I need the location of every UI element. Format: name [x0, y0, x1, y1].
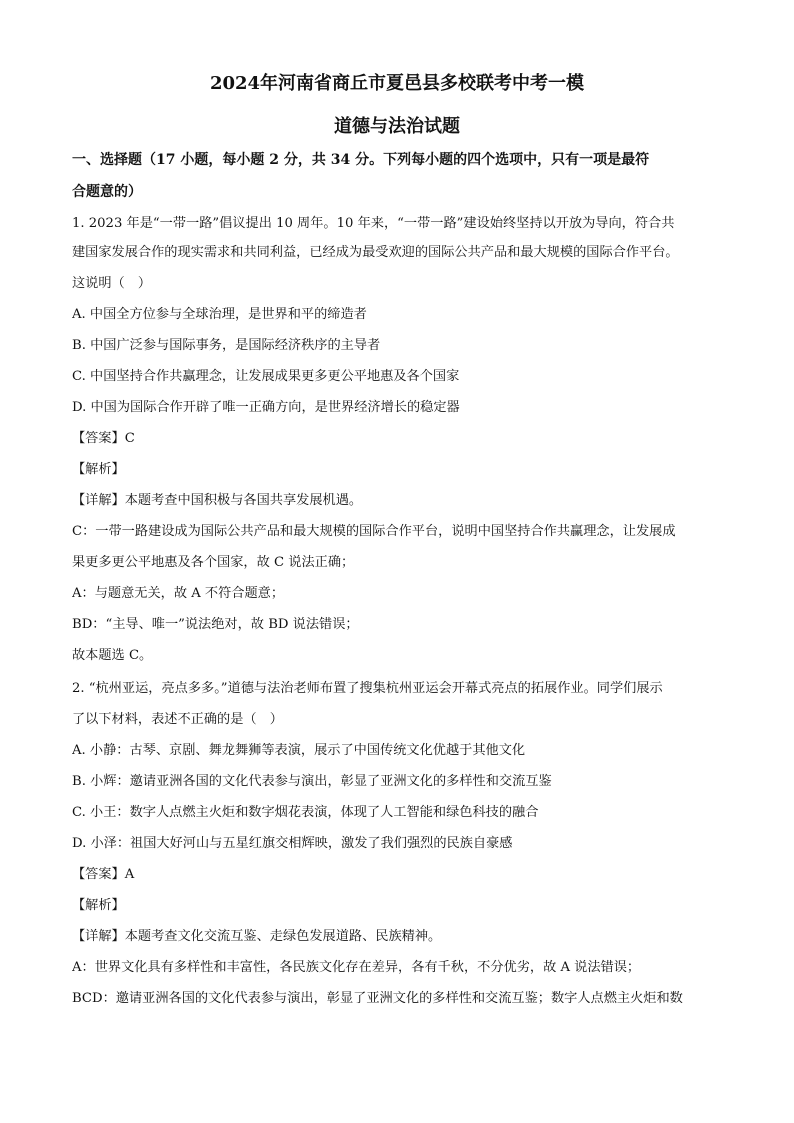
question-1-conclusion: 故本题选 C。 — [72, 648, 153, 663]
question-1-detail-line-3: 果更多更公平地惠及各个国家，故 C 说法正确； — [72, 555, 355, 570]
document-subtitle: 道德与法治试题 — [334, 116, 460, 137]
question-1-stem-line-3: 这说明（ ） — [72, 276, 152, 291]
question-2-option-b: B. 小辉：邀请亚洲各国的文化代表参与演出，彰显了亚洲文化的多样性和交流互鉴 — [72, 774, 552, 789]
question-1-option-b: B. 中国广泛参与国际事务，是国际经济秩序的主导者 — [72, 338, 381, 353]
question-2-detail-line-2: A：世界文化具有多样性和丰富性，各民族文化存在差异，各有千秋，不分优劣，故 A 说法错误； — [72, 960, 641, 975]
question-2-option-c: C. 小王：数字人点燃主火炬和数字烟花表演，体现了人工智能和绿色科技的融合 — [72, 805, 539, 820]
section-heading-line-2: 合题意的） — [72, 184, 142, 200]
question-1-option-a: A. 中国全方位参与全球治理，是世界和平的缔造者 — [72, 307, 367, 322]
document-title: 2024年河南省商丘市夏邑县多校联考中考一模 — [209, 73, 585, 94]
question-1-option-c: C. 中国坚持合作共赢理念，让发展成果更多更公平地惠及各个国家 — [72, 369, 460, 384]
question-2-stem-line-2: 了以下材料，表述不正确的是（ ） — [72, 712, 283, 727]
question-1-stem-line-1: 1. 2023 年是“一带一路”倡议提出 10 周年。10 年来，“一带一路”建设始终坚持以开放为导向，符合共 — [72, 216, 675, 231]
question-1-answer: 【答案】C — [72, 431, 135, 446]
question-2-stem-line-1: 2. “杭州亚运，亮点多多。”道德与法治老师布置了搜集杭州亚运会开幕式亮点的拓展作业。同学们展示 — [72, 681, 663, 696]
question-2-option-a: A. 小静：古琴、京剧、舞龙舞狮等表演，展示了中国传统文化优越于其他文化 — [72, 743, 526, 758]
question-2-analysis-label: 【解析】 — [72, 898, 125, 913]
question-2-answer: 【答案】A — [72, 867, 135, 882]
question-1-option-d: D. 中国为国际合作开辟了唯一正确方向，是世界经济增长的稳定器 — [72, 400, 460, 415]
question-2-detail-line-3: BCD：邀请亚洲各国的文化代表参与演出，彰显了亚洲文化的多样性和交流互鉴；数字人点燃主火炬和数 — [72, 991, 683, 1006]
question-1-detail-line-1: 【详解】本题考查中国积极与各国共享发展机遇。 — [72, 493, 363, 508]
question-1-detail-line-2: C：一带一路建设成为国际公共产品和最大规模的国际合作平台，说明中国坚持合作共赢理念，让发展成 — [72, 524, 676, 539]
question-1-detail-line-4: A：与题意无关，故 A 不符合题意； — [72, 586, 285, 601]
question-2-option-d: D. 小泽：祖国大好河山与五星红旗交相辉映，激发了我们强烈的民族自豪感 — [72, 836, 513, 851]
question-1-detail-line-5: BD：“主导、唯一”说法绝对，故 BD 说法错误； — [72, 617, 359, 632]
section-heading-line-1: 一、选择题（17 小题，每小题 2 分，共 34 分。下列每小题的四个选项中，只有一项是最符 — [72, 152, 650, 168]
question-1-stem-line-2: 建国家发展合作的现实需求和共同利益，已经成为最受欢迎的国际公共产品和最大规模的国际合作平台。 — [72, 245, 679, 260]
question-1-analysis-label: 【解析】 — [72, 462, 125, 477]
question-2-detail-line-1: 【详解】本题考查文化交流互鉴、走绿色发展道路、民族精神。 — [72, 929, 442, 944]
